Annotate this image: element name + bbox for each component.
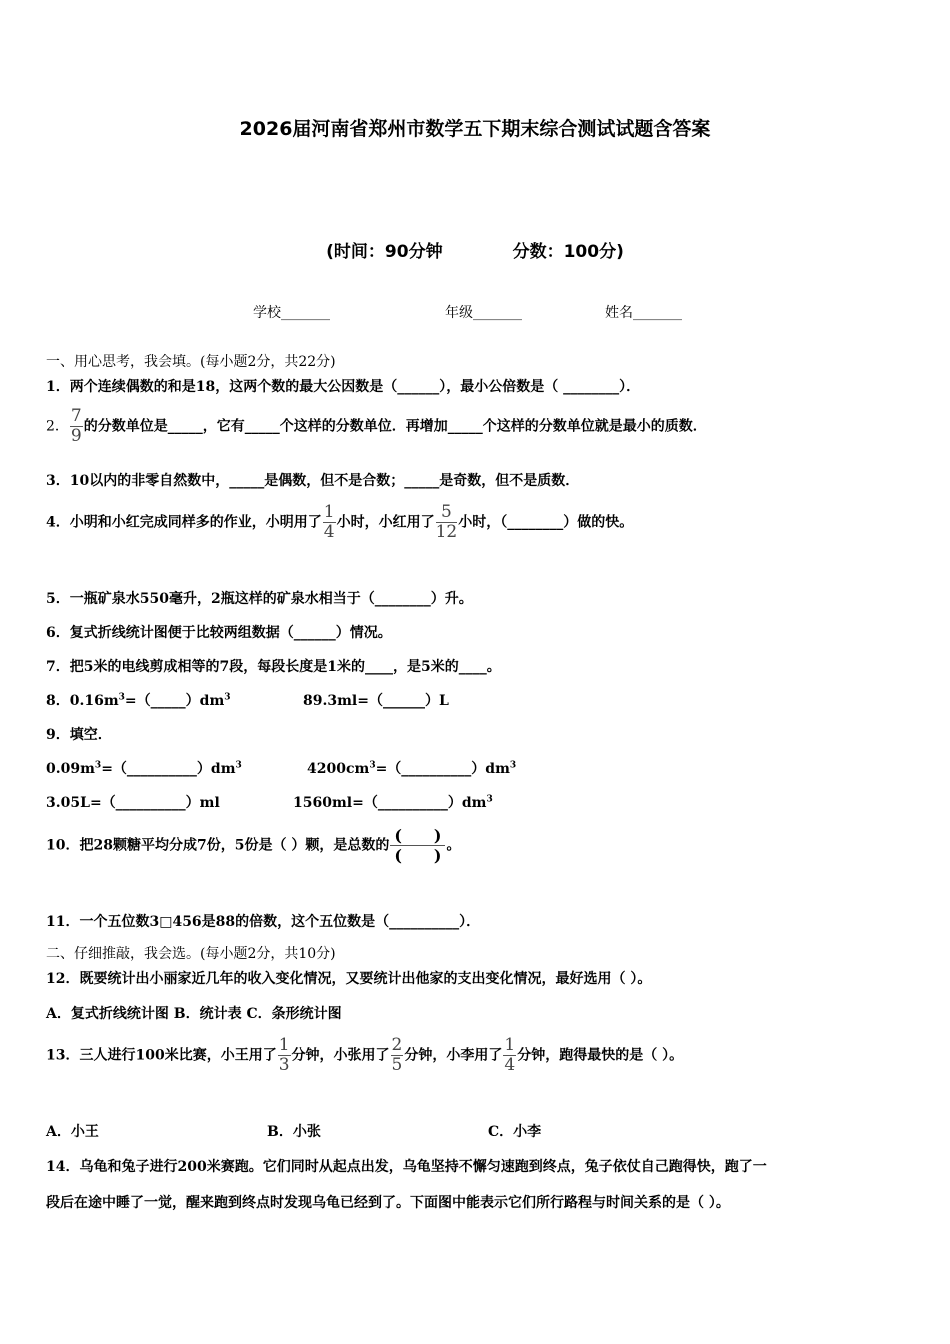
cubed-superscript: 3 bbox=[369, 760, 376, 771]
fraction-denominator: 4 bbox=[323, 522, 335, 542]
fraction-denominator: 5 bbox=[391, 1055, 403, 1075]
fraction-numerator: 5 bbox=[436, 503, 458, 523]
question-9: 9．填空． bbox=[46, 727, 112, 743]
q9-text: 4200cm bbox=[307, 761, 370, 777]
question-9-item-3: 3.05L=（__________）ml bbox=[46, 795, 220, 811]
q8-text: 8．0.16m bbox=[46, 693, 119, 709]
q9-text: =（__________）dm bbox=[101, 761, 236, 777]
fraction-denominator: ( ) bbox=[394, 846, 442, 865]
fraction-1-4 bbox=[323, 503, 336, 542]
question-1: 1．两个连续偶数的和是18，这两个数的最大公因数是（______），最小公倍数是（ ________）． bbox=[46, 379, 641, 395]
question-5: 5．一瓶矿泉水550毫升，2瓶这样的矿泉水相当于（________）升。 bbox=[46, 591, 473, 607]
question-number: 2． bbox=[46, 418, 69, 435]
fraction-numerator: 7 bbox=[70, 406, 82, 426]
blank-fraction bbox=[390, 826, 445, 865]
question-13 bbox=[46, 1036, 683, 1075]
question-text: 4．小明和小红完成同样多的作业，小明用了 bbox=[46, 514, 322, 531]
question-text: 分钟，小李用了 bbox=[404, 1047, 503, 1064]
fraction-5-12 bbox=[436, 503, 458, 542]
fraction-denominator: 3 bbox=[278, 1055, 290, 1075]
cubed-superscript: 3 bbox=[235, 760, 242, 771]
question-text: 。 bbox=[446, 837, 461, 854]
q9-text: 1560ml=（__________）dm bbox=[293, 795, 487, 811]
question-12-options: A．复式折线统计图 B．统计表 C．条形统计图 bbox=[46, 1006, 342, 1022]
fraction-numerator: 1 bbox=[323, 502, 335, 522]
question-9-item-2 bbox=[307, 758, 516, 778]
fraction-1-3 bbox=[278, 1036, 291, 1075]
question-4 bbox=[46, 503, 633, 542]
question-text: 分钟，小张用了 bbox=[291, 1047, 390, 1064]
fraction-numerator: 1 bbox=[504, 1035, 516, 1055]
cubed-superscript: 3 bbox=[118, 692, 125, 703]
question-9-item-1 bbox=[46, 758, 242, 778]
question-text: 的分数单位是_____，它有_____个这样的分数单位．再增加_____个这样的分数单位就是最小的质数． bbox=[83, 418, 707, 435]
cubed-superscript: 3 bbox=[509, 760, 517, 771]
question-8-part-a bbox=[46, 690, 231, 710]
section-1-heading: 一、用心思考，我会填。(每小题2分，共22分) bbox=[46, 354, 336, 370]
fraction-numerator: 2 bbox=[391, 1035, 403, 1055]
fraction-denominator: 12 bbox=[435, 522, 458, 542]
question-text: 10．把28颗糖平均分成7份，5份是（ ）颗，是总数的 bbox=[46, 837, 390, 854]
question-3: 3．10以内的非零自然数中，_____是偶数，但不是合数；_____是奇数，但不是质数． bbox=[46, 473, 580, 489]
question-14-line-2: 段后在途中睡了一觉，醒来跑到终点时发现乌龟已经到了。下面图中能表示它们所行路程与时间关系的是（ ）。 bbox=[46, 1195, 730, 1211]
option-b: B．小张 bbox=[267, 1124, 321, 1140]
cubed-superscript: 3 bbox=[486, 794, 493, 805]
q9-text: =（__________）dm bbox=[375, 761, 510, 777]
q9-text: 0.09m bbox=[46, 761, 95, 777]
grade-field: 年级_______ bbox=[445, 305, 522, 321]
question-2 bbox=[46, 407, 707, 446]
question-text: 小时，小红用了 bbox=[336, 514, 435, 531]
option-a: A．小王 bbox=[46, 1124, 99, 1140]
q8-text: =（_____）dm bbox=[124, 693, 225, 709]
school-field: 学校_______ bbox=[253, 305, 330, 321]
section-2-heading: 二、仔细推敲，我会选。(每小题2分，共10分) bbox=[46, 946, 336, 962]
fraction-1-4 bbox=[503, 1036, 516, 1075]
question-6: 6．复式折线统计图便于比较两组数据（______）情况。 bbox=[46, 625, 392, 641]
question-9-item-4 bbox=[293, 792, 493, 812]
question-text: 小时，（________）做的快。 bbox=[458, 514, 634, 531]
fraction-denominator: 9 bbox=[70, 426, 82, 446]
name-field: 姓名_______ bbox=[605, 305, 682, 321]
question-7: 7．把5米的电线剪成相等的7段，每段长度是1米的____，是5米的____。 bbox=[46, 659, 501, 675]
fraction-denominator: 4 bbox=[504, 1055, 516, 1075]
cubed-superscript: 3 bbox=[224, 692, 231, 703]
fraction-2-5 bbox=[391, 1036, 404, 1075]
question-text: 分钟，跑得最快的是（ ）。 bbox=[517, 1047, 684, 1064]
fraction-7-9 bbox=[70, 407, 83, 446]
exam-subtitle bbox=[0, 237, 950, 262]
score-label: 分数：100分) bbox=[512, 242, 624, 262]
question-8-part-b: 89.3ml=（______）L bbox=[303, 693, 449, 709]
question-11: 11．一个五位数3□456是88的倍数，这个五位数是（__________）． bbox=[46, 914, 481, 930]
fraction-numerator: ( ) bbox=[390, 826, 445, 846]
page-title: 2026届河南省郑州市数学五下期末综合测试试题含答案 bbox=[239, 118, 711, 140]
fraction-numerator: 1 bbox=[278, 1035, 290, 1055]
option-c: C．小李 bbox=[488, 1124, 542, 1140]
question-10 bbox=[46, 826, 460, 865]
question-14-line-1: 14．乌龟和兔子进行200米赛跑。它们同时从起点出发，乌龟坚持不懈匀速跑到终点，兔子依仗自己跑得快，跑了一 bbox=[46, 1159, 767, 1175]
question-text: 13．三人进行100米比赛，小王用了 bbox=[46, 1047, 277, 1064]
time-label: (时间：90分钟 bbox=[326, 242, 443, 262]
question-12: 12．既要统计出小丽家近几年的收入变化情况，又要统计出他家的支出变化情况，最好选用（ ）。 bbox=[46, 971, 652, 987]
cubed-superscript: 3 bbox=[94, 760, 102, 771]
